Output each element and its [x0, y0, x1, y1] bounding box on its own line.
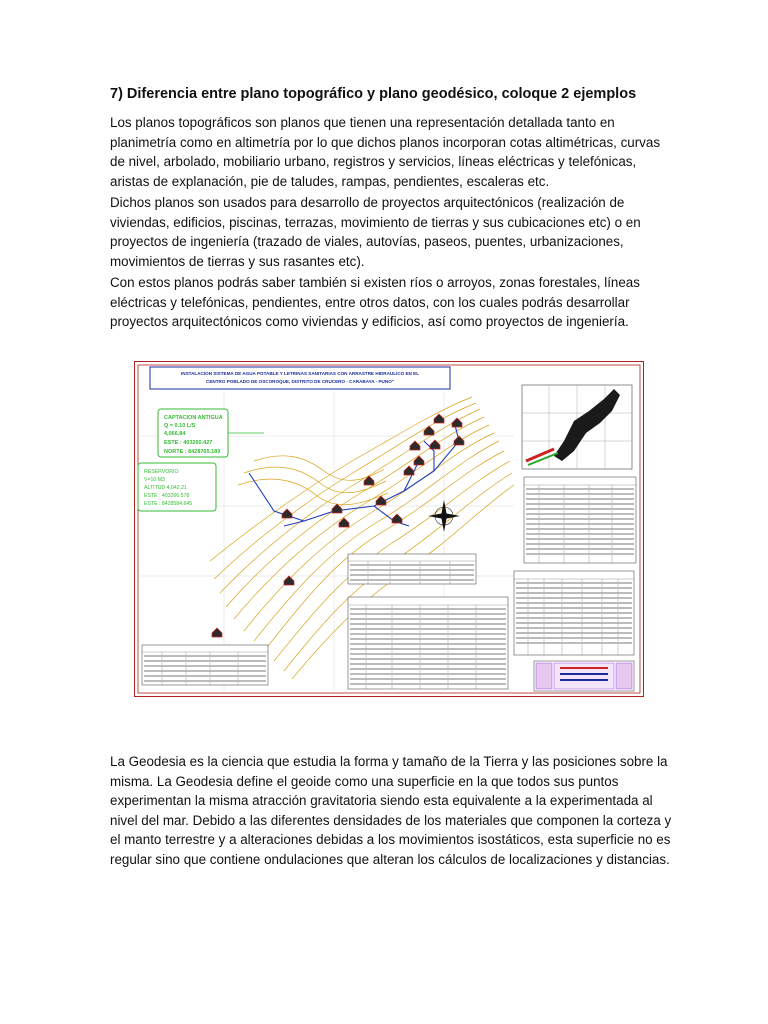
paragraph-line: La Geodesia es la ciencia que estudia la forma y tamaño de la Tierra y las posiciones sobre la — [110, 754, 668, 769]
table-coordenadas-small — [348, 554, 476, 584]
question-heading: 7) Diferencia entre plano topográfico y plano geodésico, coloque 2 ejemplos — [110, 86, 637, 102]
callout-reservorio — [138, 463, 216, 511]
callout-captacion-line1: CAPTACION ANTIGUA — [164, 415, 223, 421]
paragraph-line: Dichos planos son usados para desarrollo de proyectos arquitectónicos (realización de — [110, 195, 625, 210]
plan-title-line1: INSTALACION SISTEMA DE AGUA POTABLE Y LETRINAS SANITARIAS CON ARRASTRE HIDRAULICO EN EL — [180, 371, 420, 376]
paragraph-line: experimentan la misma atracción gravitatoria siendo esta equivalente a la experimentada al — [110, 793, 653, 808]
paragraph-line: Los planos topográficos son planos que tienen una representación detallada tanto en — [110, 115, 615, 130]
topographic-plan-figure — [134, 361, 644, 697]
paragraph-line: proyectos arquitectónicos como viviendas y edificios, así como proyectos de ingeniería. — [110, 314, 629, 329]
paragraph-planos-topograficos — [110, 113, 670, 191]
callout-captacion-line5: NORTE : 8428765.189 — [164, 449, 221, 455]
paragraph-line: proyectos de ingeniería (trazado de viales, autovías, paseos, puentes, urbanizaciones, — [110, 234, 624, 249]
callout-reservorio-line4: ESTE : 403266.578 — [144, 493, 190, 499]
table-reservorio — [142, 645, 268, 685]
paragraph-line: Con estos planos podrás saber también si existen ríos o arroyos, zonas forestales, líneas — [110, 275, 640, 290]
paragraph-line: el manto terrestre y a alteraciones debidas a los movimientos isostáticos, esta superficie no es — [110, 832, 671, 847]
paragraph-line: planimetría como en altimetría por lo que dichos planos incorporan cotas altimétricas, curvas — [110, 134, 661, 150]
paragraph-line: regular sino que contiene ondulaciones que alteran los cálculos de localizaciones y distancias. — [110, 851, 670, 867]
callout-captacion-line4: ESTE : 403260.427 — [164, 440, 213, 446]
paragraph-informacion-planos — [110, 273, 670, 332]
callout-reservorio-line3: ALTITUD 4,042.21 — [144, 485, 187, 491]
paragraph-line: misma. La Geodesia define el geoide como una superficie en la que todos sus puntos — [110, 773, 619, 789]
plan-title-line2: CENTRO POBLADO DE OSCOROQUE, DISTRITO DE CRUCERO - CARABAYA - PUNO" — [206, 379, 394, 384]
callout-captacion-line2: Q = 0.10 L/S — [164, 423, 196, 429]
callout-reservorio-line5: ESTE : 8428584.645 — [144, 501, 193, 507]
callout-reservorio-line2: V=10 M3 — [144, 477, 165, 483]
paragraph-line: eléctricas y telefónicas, pendientes, entre otros datos, con los cuales podrás desarrollar — [110, 294, 630, 310]
paragraph-line: viviendas, edificios, piscinas, terrazas, movimiento de tierras y sus cubicaciones etc) o en — [110, 214, 641, 230]
callout-reservorio-line1: RESERVORIO — [144, 469, 179, 475]
title-block — [534, 661, 634, 691]
table-coordenadas-viviendas — [348, 597, 508, 689]
paragraph-line: movimientos de tierras y sus rasantes etc). — [110, 253, 365, 269]
location-map — [522, 385, 632, 469]
table-cuadro-tuberias — [514, 571, 634, 655]
callout-captacion-line3: 4,066.84 — [164, 431, 186, 437]
paragraph-geodesia — [110, 752, 672, 869]
topographic-plan-drawing — [134, 361, 644, 697]
paragraph-usos-planos — [110, 193, 670, 271]
table-cuadro-viviendas — [524, 477, 636, 563]
paragraph-line: nivel del mar. Debido a las diferentes densidades de los materiales que componen la corteza y — [110, 812, 672, 828]
paragraph-line: de nivel, arbolado, mobiliario urbano, registros y servicios, líneas eléctricas y telefónicas, — [110, 154, 637, 169]
paragraph-line: aristas de explanación, pie de taludes, rampas, pendientes, escaleras etc. — [110, 173, 550, 189]
